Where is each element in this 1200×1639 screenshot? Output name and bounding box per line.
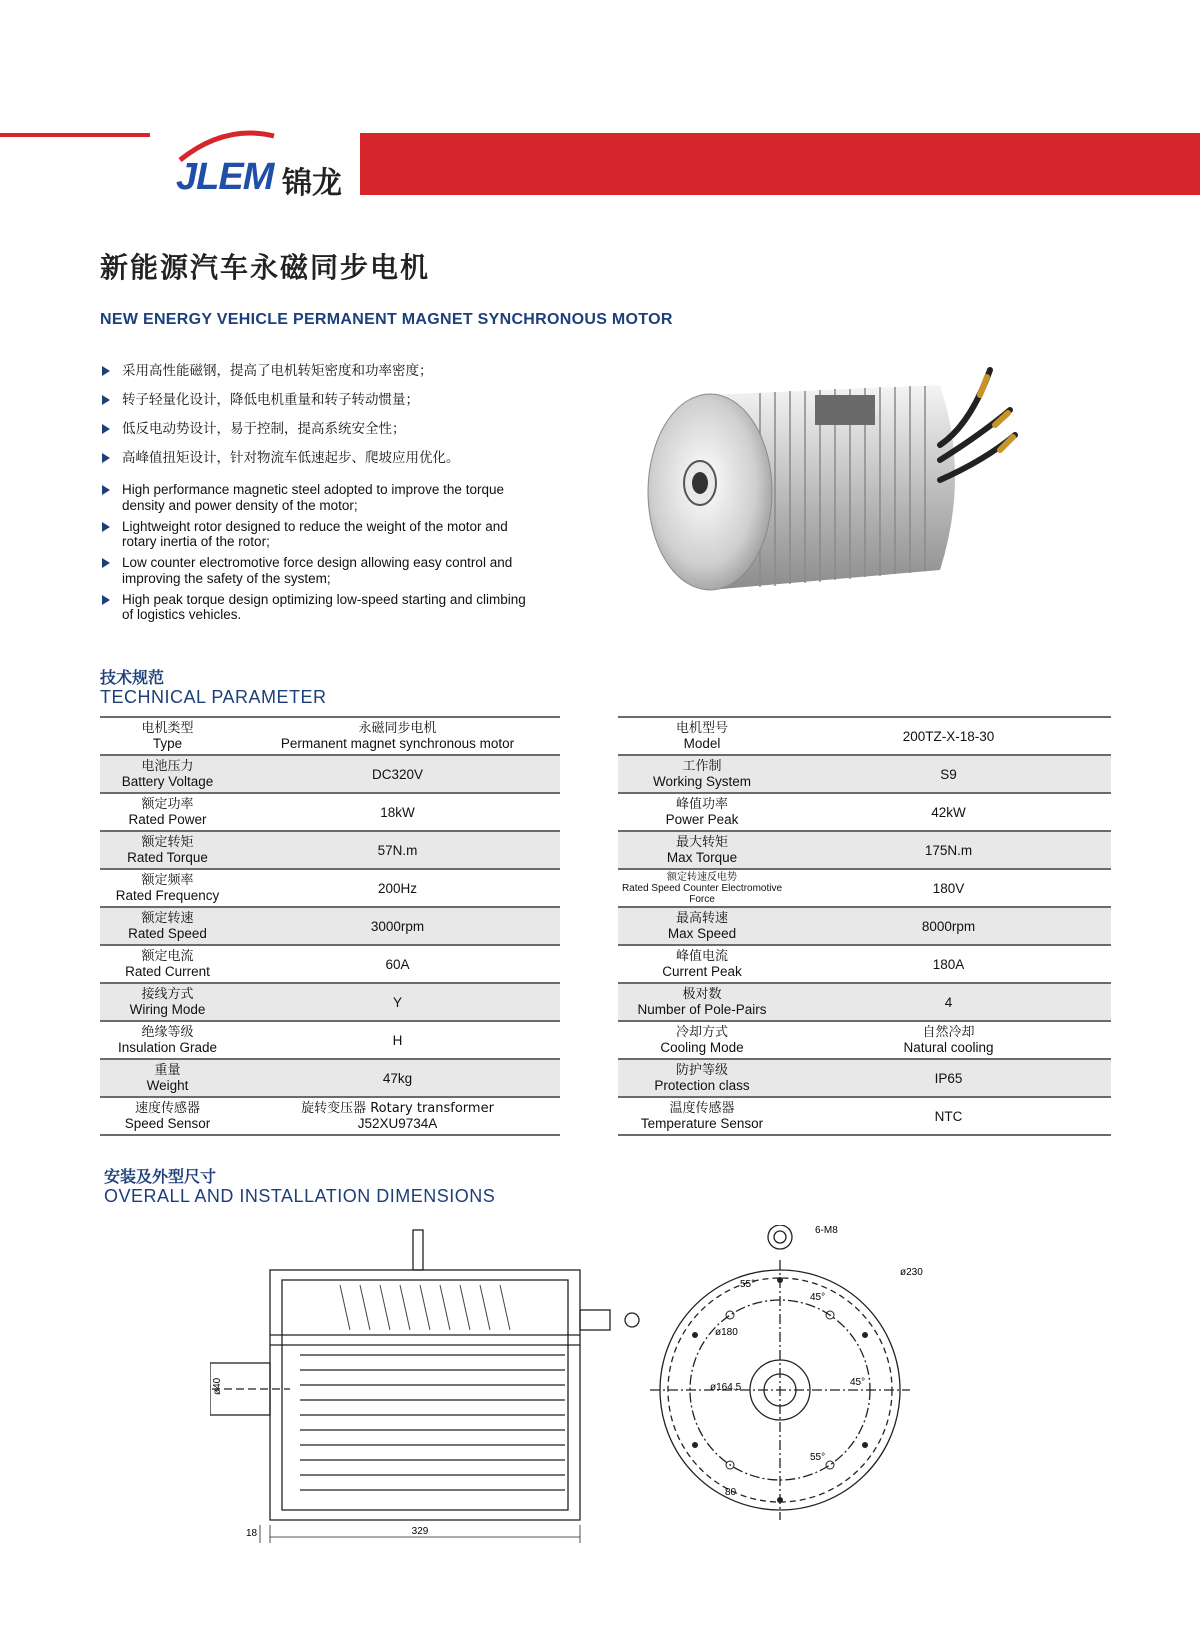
feature-en-item: High performance magnetic steel adopted to improve the torque density and power density of the motor; xyxy=(100,482,600,519)
svg-text:55°: 55° xyxy=(810,1452,826,1463)
spec-table-left xyxy=(100,716,560,1136)
table-row: 额定电流 Rated Current 60A xyxy=(100,945,560,983)
feature-en-item: High peak torque design optimizing low-speed starting and climbing of logistics vehicles. xyxy=(100,592,600,629)
bullet-triangle-icon xyxy=(102,522,110,532)
svg-text:ø180: ø180 xyxy=(715,1327,738,1338)
bullet-triangle-icon xyxy=(102,366,110,376)
svg-text:80: 80 xyxy=(725,1487,737,1498)
dim-section-cn: 安装及外型尺寸 xyxy=(104,1167,217,1186)
table-row: 温度传感器 Temperature Sensor NTC xyxy=(618,1097,1111,1135)
table-row: 绝缘等级 Insulation Grade H xyxy=(100,1021,560,1059)
brand-logo xyxy=(150,120,360,215)
table-row: 额定转矩 Rated Torque 57N.m xyxy=(100,831,560,869)
tech-section-en: TECHNICAL PARAMETER xyxy=(100,687,327,707)
table-row: 额定功率 Rated Power 18kW xyxy=(100,793,560,831)
svg-text:329: 329 xyxy=(411,1526,429,1537)
table-row: 工作制 Working System S9 xyxy=(618,755,1111,793)
svg-text:ø230: ø230 xyxy=(900,1267,923,1278)
motor-photo xyxy=(640,365,1060,615)
svg-text:45°: 45° xyxy=(810,1292,826,1303)
table-row: 极对数 Number of Pole-Pairs 4 xyxy=(618,983,1111,1021)
tech-section-cn: 技术规范 xyxy=(100,668,165,687)
dimension-drawing xyxy=(210,1225,950,1545)
page-title-en: NEW ENERGY VEHICLE PERMANENT MAGNET SYNCHRONOUS MOTOR xyxy=(100,311,673,328)
table-row: 接线方式 Wiring Mode Y xyxy=(100,983,560,1021)
bullet-triangle-icon xyxy=(102,595,110,605)
table-row: 电池压力 Battery Voltage DC320V xyxy=(100,755,560,793)
bullet-triangle-icon xyxy=(102,395,110,405)
spec-table-right xyxy=(618,716,1111,1136)
table-row: 重量 Weight 47kg xyxy=(100,1059,560,1097)
feature-cn-item: 高峰值扭矩设计，针对物流车低速起步、爬坡应用优化。 xyxy=(100,447,640,476)
table-row: 电机类型 Type 永磁同步电机 Permanent magnet synchronous motor xyxy=(100,717,560,755)
feature-en-item: Lightweight rotor designed to reduce the weight of the motor and rotary inertia of the rotor; xyxy=(100,519,600,556)
feature-list-en xyxy=(100,482,600,628)
table-row: 最高转速 Max Speed 8000rpm xyxy=(618,907,1111,945)
svg-text:55°: 55° xyxy=(740,1279,756,1290)
feature-en-item: Low counter electromotive force design allowing easy control and improving the safety of the system; xyxy=(100,555,600,592)
table-row: 峰值电流 Current Peak 180A xyxy=(618,945,1111,983)
logo-cn-text: 锦龙 xyxy=(282,166,342,201)
table-row: 最大转矩 Max Torque 175N.m xyxy=(618,831,1111,869)
feature-cn-item: 采用高性能磁钢，提高了电机转矩密度和功率密度； xyxy=(100,360,640,389)
feature-cn-item: 转子轻量化设计，降低电机重量和转子转动惯量； xyxy=(100,389,640,418)
table-row: 额定频率 Rated Frequency 200Hz xyxy=(100,869,560,907)
bullet-triangle-icon xyxy=(102,485,110,495)
svg-text:18: 18 xyxy=(246,1528,258,1539)
bullet-triangle-icon xyxy=(102,558,110,568)
table-row: 额定转速 Rated Speed 3000rpm xyxy=(100,907,560,945)
dim-section-en: OVERALL AND INSTALLATION DIMENSIONS xyxy=(104,1186,496,1206)
svg-text:45°: 45° xyxy=(850,1377,866,1388)
table-row: 峰值功率 Power Peak 42kW xyxy=(618,793,1111,831)
table-row: 冷却方式 Cooling Mode 自然冷却 Natural cooling xyxy=(618,1021,1111,1059)
header-stripe-right xyxy=(360,133,1200,195)
svg-text:6-M8: 6-M8 xyxy=(815,1225,838,1236)
table-row: 速度传感器 Speed Sensor 旋转变压器 Rotary transformer J52XU9734A xyxy=(100,1097,560,1135)
bullet-triangle-icon xyxy=(102,424,110,434)
table-row: 电机型号 Model 200TZ-X-18-30 xyxy=(618,717,1111,755)
svg-text:ø164.5: ø164.5 xyxy=(710,1382,742,1393)
page-title-cn: 新能源汽车永磁同步电机 xyxy=(100,251,431,284)
feature-list-cn xyxy=(100,360,640,476)
header-stripe-left xyxy=(0,133,150,137)
logo-text: JLEM xyxy=(176,156,274,198)
table-row: 额定转速反电势 Rated Speed Counter Electromotive Force 180V xyxy=(618,869,1111,907)
svg-text:ø40: ø40 xyxy=(212,1377,223,1395)
bullet-triangle-icon xyxy=(102,453,110,463)
table-row: 防护等级 Protection class IP65 xyxy=(618,1059,1111,1097)
feature-cn-item: 低反电动势设计，易于控制，提高系统安全性； xyxy=(100,418,640,447)
